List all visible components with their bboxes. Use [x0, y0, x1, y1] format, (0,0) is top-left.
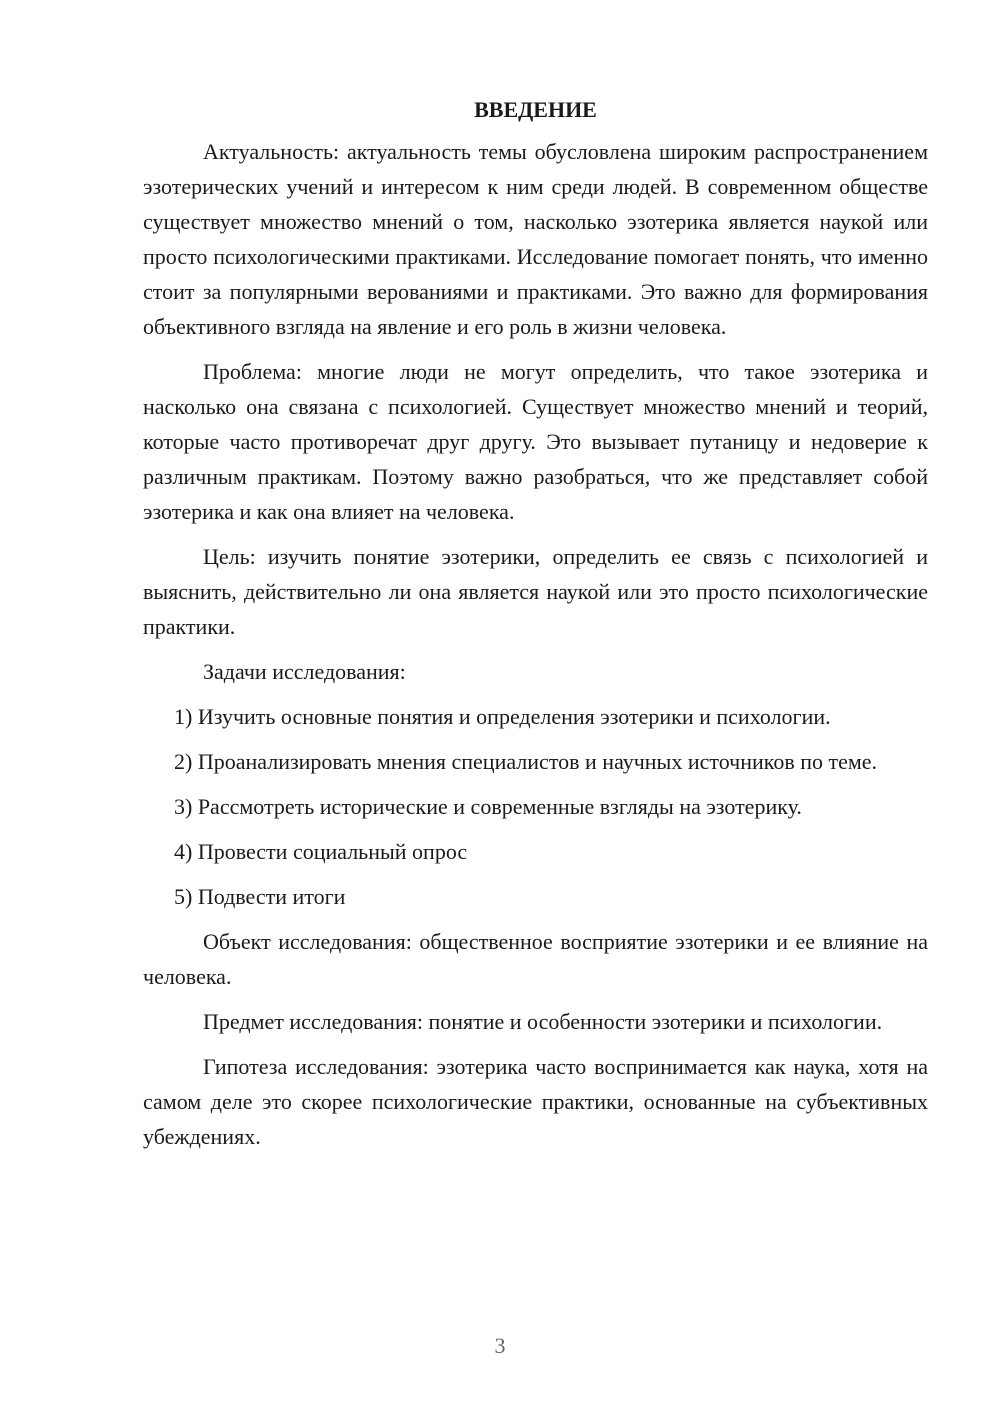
task-item-3: 3) Рассмотреть исторические и современные взгляды на эзотерику.: [174, 794, 802, 819]
paragraph-object: Объект исследования: общественное восприятие эзотерики и ее влияние на человека.: [143, 929, 928, 989]
task-item-5: 5) Подвести итоги: [174, 884, 346, 909]
page-content: [143, 92, 928, 1164]
page-title: ВВЕДЕНИЕ: [474, 97, 597, 122]
paragraph-hypothesis: Гипотеза исследования: эзотерика часто воспринимается как наука, хотя на самом деле это скорее психологические практики, основанные на субъективных убеждениях.: [143, 1054, 928, 1149]
paragraph-problem: Проблема: многие люди не могут определить, что такое эзотерика и насколько она связана с психологией. Существует множество мнений и теорий, которые часто противоречат друг другу. Это вызывает путаницу и недоверие к различным практикам. Поэтому важно разобраться, что же представляет собой эзотерика и как она влияет на человека.: [143, 359, 928, 524]
task-item-4: 4) Провести социальный опрос: [174, 839, 468, 864]
paragraph-subject: Предмет исследования: понятие и особенности эзотерики и психологии.: [203, 1009, 883, 1034]
paragraph-tasks-heading: Задачи исследования:: [203, 659, 406, 684]
task-item-1: 1) Изучить основные понятия и определения эзотерики и психологии.: [174, 704, 831, 729]
paragraph-relevance: Актуальность: актуальность темы обусловлена широким распространением эзотерических учений и интересом к ним среди людей. В современном обществе существует множество мнений о том, насколько эзотерика является наукой или просто психологическими практиками. Исследование помогает понять, что именно стоит за популярными верованиями и практиками. Это важно для формирования объективного взгляда на явление и его роль в жизни человека.: [143, 139, 928, 339]
paragraph-goal: Цель: изучить понятие эзотерики, определить ее связь с психологией и выяснить, действительно ли она является наукой или это просто психологические практики.: [143, 544, 928, 639]
page-number: 3: [494, 1333, 506, 1358]
task-item-2: 2) Проанализировать мнения специалистов и научных источников по теме.: [174, 749, 878, 774]
